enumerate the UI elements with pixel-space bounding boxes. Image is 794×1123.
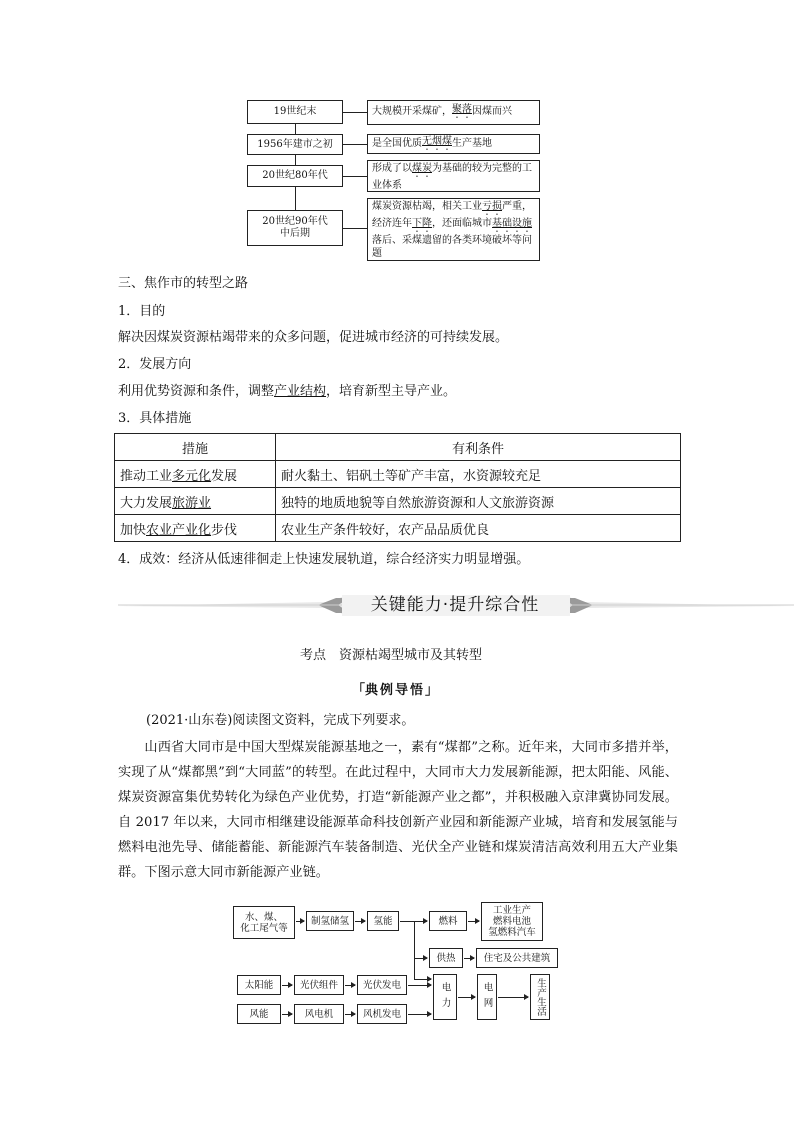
sub-heading-text: 典例导悟 [365, 683, 426, 698]
desc-text: 形成了以 [372, 163, 412, 174]
source-box [233, 906, 295, 939]
pv-module-box [294, 975, 344, 995]
electricity-box [433, 974, 457, 1020]
goal-text: 解决因煤炭资源枯竭带来的众多问题，促进城市经济的可持续发展。 [118, 330, 509, 345]
table-row [115, 515, 681, 542]
production-life-label: 生产生活 [535, 978, 546, 1016]
table-cell-condition: 农业生产条件较好，农产品品质优良 [276, 515, 681, 542]
table-cell-condition: 耐火黏土、铝矾土等矿产丰富，水资源较充足 [276, 461, 681, 488]
fuel-box [429, 911, 467, 931]
table-cell-measure [115, 515, 276, 542]
direction-heading: 2．发展方向 [118, 357, 192, 372]
timeline-period-1-label: 19世纪末 [273, 106, 317, 117]
grid-label: 电网 [481, 981, 493, 1013]
pv-power-box [357, 975, 407, 995]
source-line: 水、煤、 [244, 911, 283, 923]
electricity-label: 电力 [439, 981, 451, 1013]
section-heading: 三、焦作市的转型之路 [118, 276, 249, 291]
desc-text: ，还面临城市 [432, 218, 492, 229]
desc-keyword: 下降 [412, 218, 432, 229]
measure-text: 加快 [120, 522, 147, 538]
fuel-uses-box [481, 902, 543, 941]
bracket-close-icon: 」 [425, 683, 439, 698]
source-line: 化工尾气等 [240, 922, 288, 934]
direction-text-part: 利用优势资源和条件，调整 [118, 384, 275, 399]
desc-text: 是全国优质 [372, 137, 422, 149]
timeline-period-2 [247, 134, 343, 155]
direction-text [118, 380, 456, 399]
timeline-period-3 [247, 165, 343, 187]
table-header-condition: 有利条件 [276, 434, 681, 461]
measure-text: 步伐 [211, 522, 238, 538]
timeline-desc-2 [367, 134, 540, 154]
grid-box [477, 974, 497, 1020]
solar-label: 太阳能 [244, 979, 274, 991]
wind-power-box [357, 1004, 407, 1024]
table-header-measure: 措施 [115, 434, 276, 461]
result-text: 4．成效：经济从低速徘徊走上快速发展轨道，综合经济实力明显增强。 [118, 552, 530, 567]
wind-turbine-label: 风电机 [304, 1008, 334, 1020]
heating-label: 供热 [436, 952, 456, 964]
topic-heading: 考点 资源枯竭型城市及其转型 [300, 648, 483, 663]
measure-keyword: 多元化 [172, 468, 212, 484]
fuel-label: 燃料 [438, 915, 458, 927]
desc-text: 煤炭资源枯竭，相关工业 [372, 201, 482, 212]
heating-box [429, 948, 463, 968]
hydrogen-storage-box [306, 911, 354, 931]
solar-box [237, 975, 281, 995]
desc-text: 生产基地 [452, 137, 492, 149]
table-row [115, 461, 681, 488]
measure-keyword: 旅游业 [172, 495, 212, 511]
desc-keyword: 无烟煤 [422, 135, 452, 147]
pv-module-label: 光伏组件 [299, 979, 338, 991]
wind-label: 风能 [249, 1008, 269, 1020]
desc-text: 严重，经济连年 [372, 201, 532, 229]
desc-keyword: 聚落 [452, 104, 472, 115]
exam-intro: (2021·山东卷)阅读图文资料，完成下列要求。 [146, 713, 415, 728]
desc-keyword: 基础设施 [492, 218, 532, 229]
fuel-use: 工业生产 [492, 905, 531, 916]
measure-text: 大力发展 [120, 495, 173, 511]
measure-keyword: 农业产业化 [146, 522, 212, 538]
timeline-period-1 [247, 100, 343, 124]
bracket-open-icon: 「 [352, 683, 366, 698]
measures-table [114, 433, 681, 542]
sub-heading [352, 679, 438, 698]
exam-paragraph: 山西省大同市是中国大型煤炭能源基地之一，素有“煤都”之称。近年来，大同市多措并举，实现了从“煤都黑”到“大同蓝”的转型。在此过程中，大同市大力发展新能源，把太阳能、风能、煤炭资源富集优势转化为绿色产业优势，打造“新能源产业之都”，并积极融入京津冀协同发展。自 2017 年以来，大同市相继建设能源革命科技创新产业园和新能源产业城，培育和发展氢能与燃料电池先导、储能蓄能、新能源汽车装备制造、光伏全产业链和煤炭清洁高效利用五大产业集群。下图示意大同市新能源产业链。 [118, 740, 678, 880]
direction-text-part: ，培育新型主导产业。 [326, 384, 457, 399]
table-cell-condition: 独特的地质地貌等自然旅游资源和人文旅游资源 [276, 488, 681, 515]
hydrogen-storage-label: 制氢储氢 [310, 915, 349, 927]
measures-heading: 3．具体措施 [118, 411, 192, 426]
table-cell-measure [115, 488, 276, 515]
timeline-desc-3 [367, 160, 540, 192]
timeline-desc-1 [367, 100, 540, 125]
measure-text: 推动工业 [120, 468, 173, 484]
desc-keyword: 煤炭 [412, 163, 432, 174]
production-life-box [530, 974, 550, 1020]
heating-use-label: 住宅及公共建筑 [483, 952, 551, 964]
desc-text: 为基础的较为完整的工业体系 [372, 163, 532, 191]
goal-heading: 1．目的 [118, 304, 166, 319]
heating-use-box [476, 948, 558, 968]
wind-turbine-box [294, 1004, 344, 1024]
table-row [115, 488, 681, 515]
desc-text: 大规模开采煤矿， [372, 106, 452, 118]
wind-power-label: 风机发电 [362, 1008, 401, 1020]
wind-box [237, 1004, 281, 1024]
timeline-period-4 [247, 210, 343, 246]
direction-keyword: 产业结构 [274, 384, 327, 399]
desc-text: 因煤而兴 [472, 106, 512, 118]
table-header-row [115, 434, 681, 461]
timeline-desc-4 [367, 198, 540, 261]
timeline-period-3-label: 20世纪80年代 [262, 170, 328, 181]
hydrogen-label: 氢能 [373, 915, 393, 927]
measure-text: 发展 [211, 468, 238, 484]
pv-power-label: 光伏发电 [362, 979, 401, 991]
fuel-use: 氢燃料汽车 [488, 927, 536, 938]
timeline-period-2-label: 1956年建市之初 [257, 138, 333, 150]
desc-keyword: 亏损 [482, 201, 502, 212]
banner-title: 关键能力·提升综合性 [370, 595, 540, 615]
hydrogen-box [367, 911, 399, 931]
fuel-use: 燃料电池 [492, 916, 531, 927]
table-cell-measure [115, 461, 276, 488]
timeline-period-4-label: 20世纪90年代中后期 [262, 216, 328, 239]
desc-text: 落后、采煤遗留的各类环境破坏等问题 [372, 235, 532, 259]
